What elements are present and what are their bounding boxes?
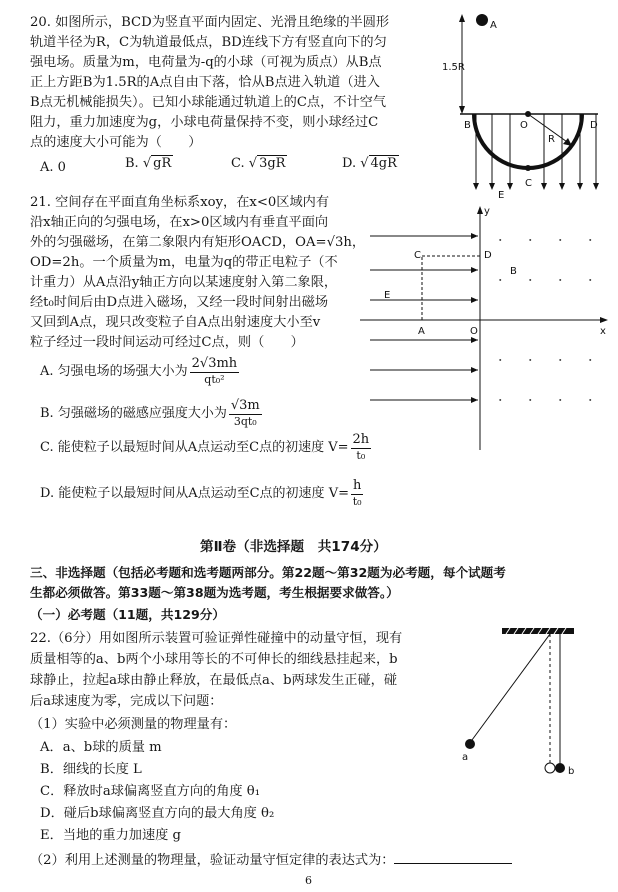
- q20-option-d-prefix: D.: [342, 156, 357, 171]
- q21-label-b: B: [510, 266, 517, 277]
- q21-label-x: x: [600, 326, 606, 337]
- q21-option-a: [40, 356, 241, 387]
- page-number: 6: [305, 874, 312, 887]
- q20-line: 20. 如图所示，BCD为竖直平面内固定、光滑且绝缘的半圆形: [30, 15, 390, 30]
- ball-a: [476, 14, 488, 26]
- q22-label-b: b: [568, 766, 575, 777]
- part-intro-line: 生都必须做答。第33题～第38题为选考题，考生根据要求做答。）: [30, 585, 399, 600]
- q21-option-b-text: B. 匀强磁场的磁感应强度大小为: [40, 406, 227, 421]
- q22-line: 后a球速度为零，完成以下问题：: [30, 694, 223, 709]
- q21-line: 又回到A点，现只改变粒子自A点出射速度大小至v: [30, 315, 321, 330]
- q21-line: 经t₀时间后由D点进入磁场，又经一段时间射出磁场: [30, 295, 329, 310]
- x-axis-arrow: [600, 317, 608, 323]
- fraction: [229, 398, 262, 429]
- q21-line: OD=2h。一个质量为m，电量为q的带正电粒子（不: [30, 255, 338, 270]
- ball-b: [555, 763, 565, 773]
- q21-line: 粒子经过一段时间运动可经过C点，则（ ）: [30, 335, 304, 350]
- q20-option-d-radicand: 4gR: [370, 156, 397, 171]
- q21-option-b-num: √3m: [230, 398, 260, 413]
- subpart-title: （一）必考题（11题，共129分）: [30, 607, 225, 622]
- q20-label-e: E: [498, 190, 505, 201]
- q22-option: E．当地的重力加速度 g: [40, 828, 181, 843]
- q20-option-b: [125, 156, 173, 171]
- q21-option-d-den: t₀: [352, 495, 362, 508]
- q21-figure: [360, 200, 610, 450]
- point-c: [525, 165, 531, 171]
- height-arrow-head-top: [459, 14, 465, 22]
- q21-option-b-den: 3qt₀: [233, 415, 257, 428]
- q22-sub2: [30, 851, 512, 870]
- section-title: 第Ⅱ卷（非选择题 共174分）: [200, 539, 387, 555]
- q20-line: 强电场。质量为m，电荷量为-q的小球（可视为质点）从B点: [30, 55, 382, 70]
- q20-label-d: D: [590, 120, 598, 131]
- q21-option-c: [40, 432, 373, 463]
- radius-arrow-head: [563, 138, 572, 146]
- q20-line: 阻力，重力加速度为g，小球电荷量保持不变，则小球经过C: [30, 115, 379, 130]
- q22-sub1: （1）实验中必须测量的物理量有：: [30, 717, 237, 732]
- q22-option: B．细线的长度 L: [40, 762, 142, 777]
- q20-option-b-prefix: B.: [125, 156, 139, 171]
- fraction: [351, 478, 363, 509]
- q21-label-a: A: [418, 326, 425, 337]
- q20-label-height: 1.5R: [442, 62, 465, 73]
- q21-option-d: [40, 478, 365, 509]
- q20-option-a: A. 0: [40, 160, 66, 175]
- ball-a-lowest: [545, 763, 555, 773]
- q20-figure: [440, 8, 600, 201]
- q21-label-o: O: [470, 326, 478, 337]
- y-axis-arrow: [477, 206, 483, 214]
- q21-option-a-num: 2√3mh: [191, 356, 238, 371]
- answer-blank[interactable]: [394, 851, 512, 864]
- sqrt-symbol: [360, 156, 399, 171]
- q20-option-c-prefix: C.: [231, 156, 245, 171]
- q22-line: 22.（6分）用如图所示装置可验证弹性碰撞中的动量守恒，现有: [30, 631, 403, 646]
- e-field-arrowheads: [471, 233, 478, 403]
- q21-option-a-text: A. 匀强电场的场强大小为: [40, 364, 188, 379]
- q22-option: D．碰后b球偏离竖直方向的最大角度 θ₂: [40, 806, 275, 821]
- height-arrow-head-bottom: [459, 106, 465, 114]
- q20-label-a: A: [490, 20, 497, 31]
- q22-figure: [462, 626, 592, 776]
- sqrt-symbol: [249, 156, 288, 171]
- q21-label-c: C: [414, 250, 421, 261]
- q22-line: 质量相等的a、b两个小球用等长的不可伸长的细线悬挂起来，b: [30, 652, 398, 667]
- q21-option-a-den: qt₀²: [204, 373, 225, 386]
- q22-option: C．释放时a球偏离竖直方向的角度 θ₁: [40, 784, 260, 799]
- q20-option-b-radicand: gR: [153, 156, 172, 171]
- q21-option-b: [40, 398, 264, 429]
- q21-option-d-num: h: [352, 478, 362, 493]
- e-field-lines: [370, 236, 478, 400]
- q20-line: 点的速度大小可能为（ ）: [30, 135, 202, 150]
- q20-label-b: B: [464, 120, 471, 131]
- q20-label-r: R: [548, 134, 555, 145]
- q22-option: A．a、b球的质量 m: [40, 740, 162, 755]
- q20-label-c: C: [525, 178, 532, 189]
- part-intro-line: 三、非选择题（包括必考题和选考题两部分。第22题～第32题为必考题，每个试题考: [30, 565, 506, 580]
- q20-label-o: O: [520, 120, 528, 131]
- q20-line: 轨道半径为R，C为轨道最低点，BD连线下方有竖直向下的匀: [30, 35, 387, 50]
- rectangle-oacd: [422, 256, 480, 320]
- q21-option-c-text: C. 能使粒子以最短时间从A点运动至C点的初速度 V=: [40, 440, 349, 455]
- q21-label-y: y: [484, 206, 490, 217]
- q20-line: 正上方距B为1.5R的A点自由下落，恰从B点进入轨道（进入: [30, 75, 380, 90]
- field-arrowheads: [473, 183, 599, 190]
- q20-option-c: [231, 156, 287, 171]
- center-o: [525, 111, 531, 117]
- q20-option-d: [342, 156, 399, 171]
- q20-line: B点无机械能损失）。已知小球能通过轨道上的C点，不计空气: [30, 95, 387, 110]
- q20-option-c-radicand: 3gR: [259, 156, 286, 171]
- ball-a: [465, 739, 475, 749]
- string-a-raised: [472, 634, 550, 740]
- fraction: [190, 356, 240, 387]
- q22-line: 球静止，拉起a球由静止释放，在最低点a、b两球发生正碰，碰: [30, 673, 398, 688]
- q21-line: 沿x轴正向的匀强电场，在x>0区域内有垂直平面向: [30, 215, 329, 230]
- q21-option-c-num: 2h: [352, 432, 370, 447]
- sqrt-symbol: [143, 156, 173, 171]
- q22-label-a: a: [462, 752, 469, 763]
- q21-label-d: D: [484, 250, 492, 261]
- q21-option-d-text: D. 能使粒子以最短时间从A点运动至C点的初速度 V=: [40, 486, 349, 501]
- q21-label-e: E: [384, 290, 391, 301]
- q21-option-c-den: t₀: [356, 449, 366, 462]
- q22-sub2-text: （2）利用上述测量的物理量，验证动量守恒定律的表达式为：: [30, 853, 395, 868]
- q21-line: 计重力）从A点沿y轴正方向以某速度射入第二象限，: [30, 275, 338, 290]
- field-lines: [476, 114, 596, 186]
- q21-line: 21. 空间存在平面直角坐标系xoy，在x<0区域内有: [30, 195, 330, 210]
- q21-line: 外的匀强磁场，在第二象限内有矩形OACD，OA=√3h，: [30, 235, 366, 250]
